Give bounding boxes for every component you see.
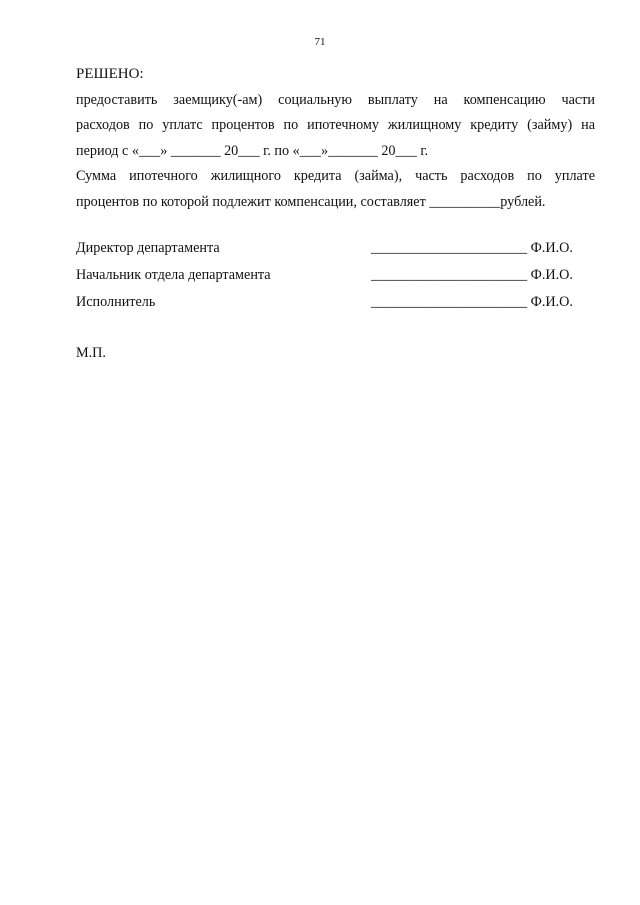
loan-amount-line-1: Сумма ипотечного жилищного кредита (займа), часть расходов по уплате: [76, 168, 595, 184]
signature-line: ______________________ Ф.И.О.: [371, 240, 573, 256]
decision-line-1: предоставить заемщику(-ам) социальную выплату на компенсацию части: [76, 91, 595, 108]
signature-line: ______________________ Ф.И.О.: [371, 294, 573, 310]
decision-line-3: период с «___» _______ 20___ г. по «___»_______ 20___ г.: [76, 142, 429, 159]
decision-line-2: расходов по уплатс процентов по ипотечному жилищному кредиту (займу) на: [76, 117, 595, 133]
decision-heading: РЕШЕНО:: [76, 66, 144, 82]
signature-row-executor: [76, 294, 595, 321]
page-number: 71: [314, 36, 326, 48]
signature-title: Директор департамента: [76, 240, 220, 256]
signature-line: ______________________ Ф.И.О.: [371, 267, 573, 283]
signature-row-director: [76, 240, 595, 267]
signature-title: Исполнитель: [76, 294, 156, 310]
decision-block: [76, 62, 595, 215]
decision-paragraph: [76, 88, 595, 165]
loan-amount-paragraph: [76, 164, 595, 215]
signature-row-department-head: [76, 267, 595, 294]
seal-label: М.П.: [76, 345, 106, 361]
signature-title: Начальник отдела департамента: [76, 267, 271, 283]
signature-block: [76, 240, 595, 321]
loan-amount-line-2: процентов по которой подлежит компенсации, составляет __________рублей.: [76, 193, 546, 210]
